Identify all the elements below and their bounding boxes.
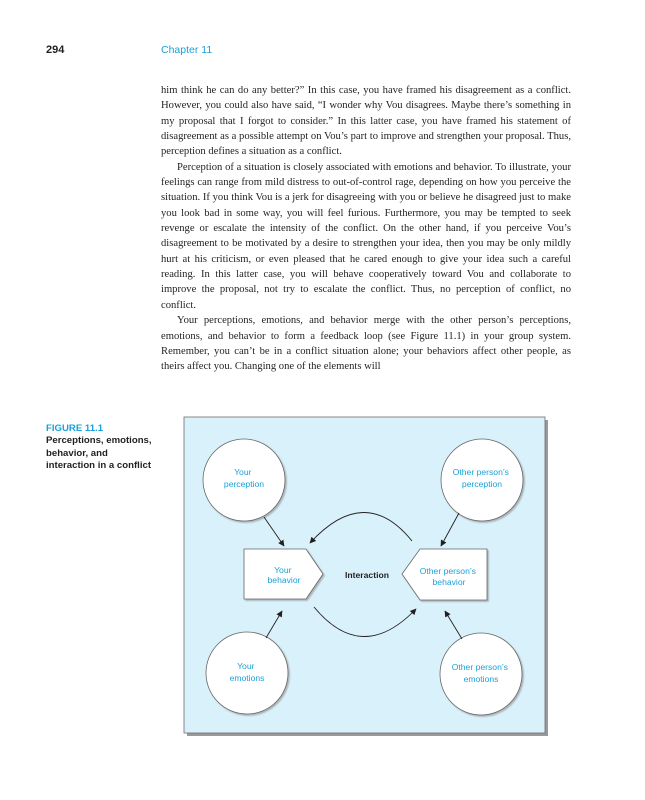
diagram-svg — [180, 413, 550, 738]
your-emotions-line-2: emotions — [229, 673, 265, 683]
interaction-label: Interaction — [345, 570, 389, 580]
figure-diagram — [180, 413, 550, 738]
other-perception-line-1: Other person’s — [452, 467, 509, 477]
other-emotions-line-2: emotions — [463, 674, 499, 684]
your-perception-node — [203, 439, 285, 521]
figure-label: FIGURE 11.1 — [46, 423, 104, 434]
paragraph-1: him think he can do any better?” In this case, you have framed his disagreement as a conflict. However, you could also have said, “I wonder why Vou disagrees. Maybe there’s something in my proposal that I forgot to consider.” In this latter case, you have framed his statement of disagreement as a possible attempt on Vou’s part to improve and strengthen your proposal. Thus, perception defines a situation as a conflict. — [161, 85, 571, 158]
other-perception-node — [441, 439, 523, 521]
your-emotions-line-1: Your — [237, 661, 255, 671]
your-behavior-line-1: Your — [274, 565, 292, 575]
other-behavior-node — [402, 549, 487, 600]
your-perception-line-2: perception — [223, 479, 265, 489]
other-behavior-line-1: Other person’s — [419, 566, 476, 576]
page-number: 294 — [46, 44, 65, 56]
your-behavior-line-2: behavior — [267, 575, 301, 585]
other-emotions-line-1: Other person’s — [451, 662, 508, 672]
your-perception-line-1: Your — [234, 467, 252, 477]
other-behavior-line-2: behavior — [432, 577, 466, 587]
figure-caption — [46, 423, 156, 473]
other-perception-line-2: perception — [461, 479, 503, 489]
chapter-label: Chapter 11 — [161, 44, 213, 56]
your-behavior-node — [244, 549, 323, 599]
paragraph-2: Perception of a situation is closely associated with emotions and behavior. To illustrate, your feelings can range from mild distress to out-of-control rage, depending on how you perceive the situation. If you think Vou is a jerk for disagreeing with you or believe he disagreed just to make you look bad in some way, you will feel furious. Furthermore, you may be tempted to seek revenge or escalate the intensity of the conflict. On the other hand, if you perceive Vou’s disagreement to be motivated by a desire to strengthen your idea, then you may be only mildly hurt at his criticism, or even pleased that he cared enough to give your idea such a careful reading. In this latter case, you will behave cooperatively toward Vou and collaborate to improve the proposal, not try to escalate the conflict. Thus, no perception of conflict, no conflict. — [161, 161, 571, 311]
your-emotions-node — [206, 632, 288, 714]
other-emotions-node — [440, 633, 522, 715]
paragraph-3: Your perceptions, emotions, and behavior merge with the other person’s perceptions, emotions, and behavior to form a feedback loop (see Figure 11.1) in your group system. Remember, you can’t be in a conflict situation alone; your behaviors affect other people, as theirs affect you. Changing one of the elements will — [161, 315, 571, 373]
figure-title: Perceptions, emotions, behavior, and interaction in a conflict — [46, 435, 152, 472]
body-text — [161, 83, 571, 375]
